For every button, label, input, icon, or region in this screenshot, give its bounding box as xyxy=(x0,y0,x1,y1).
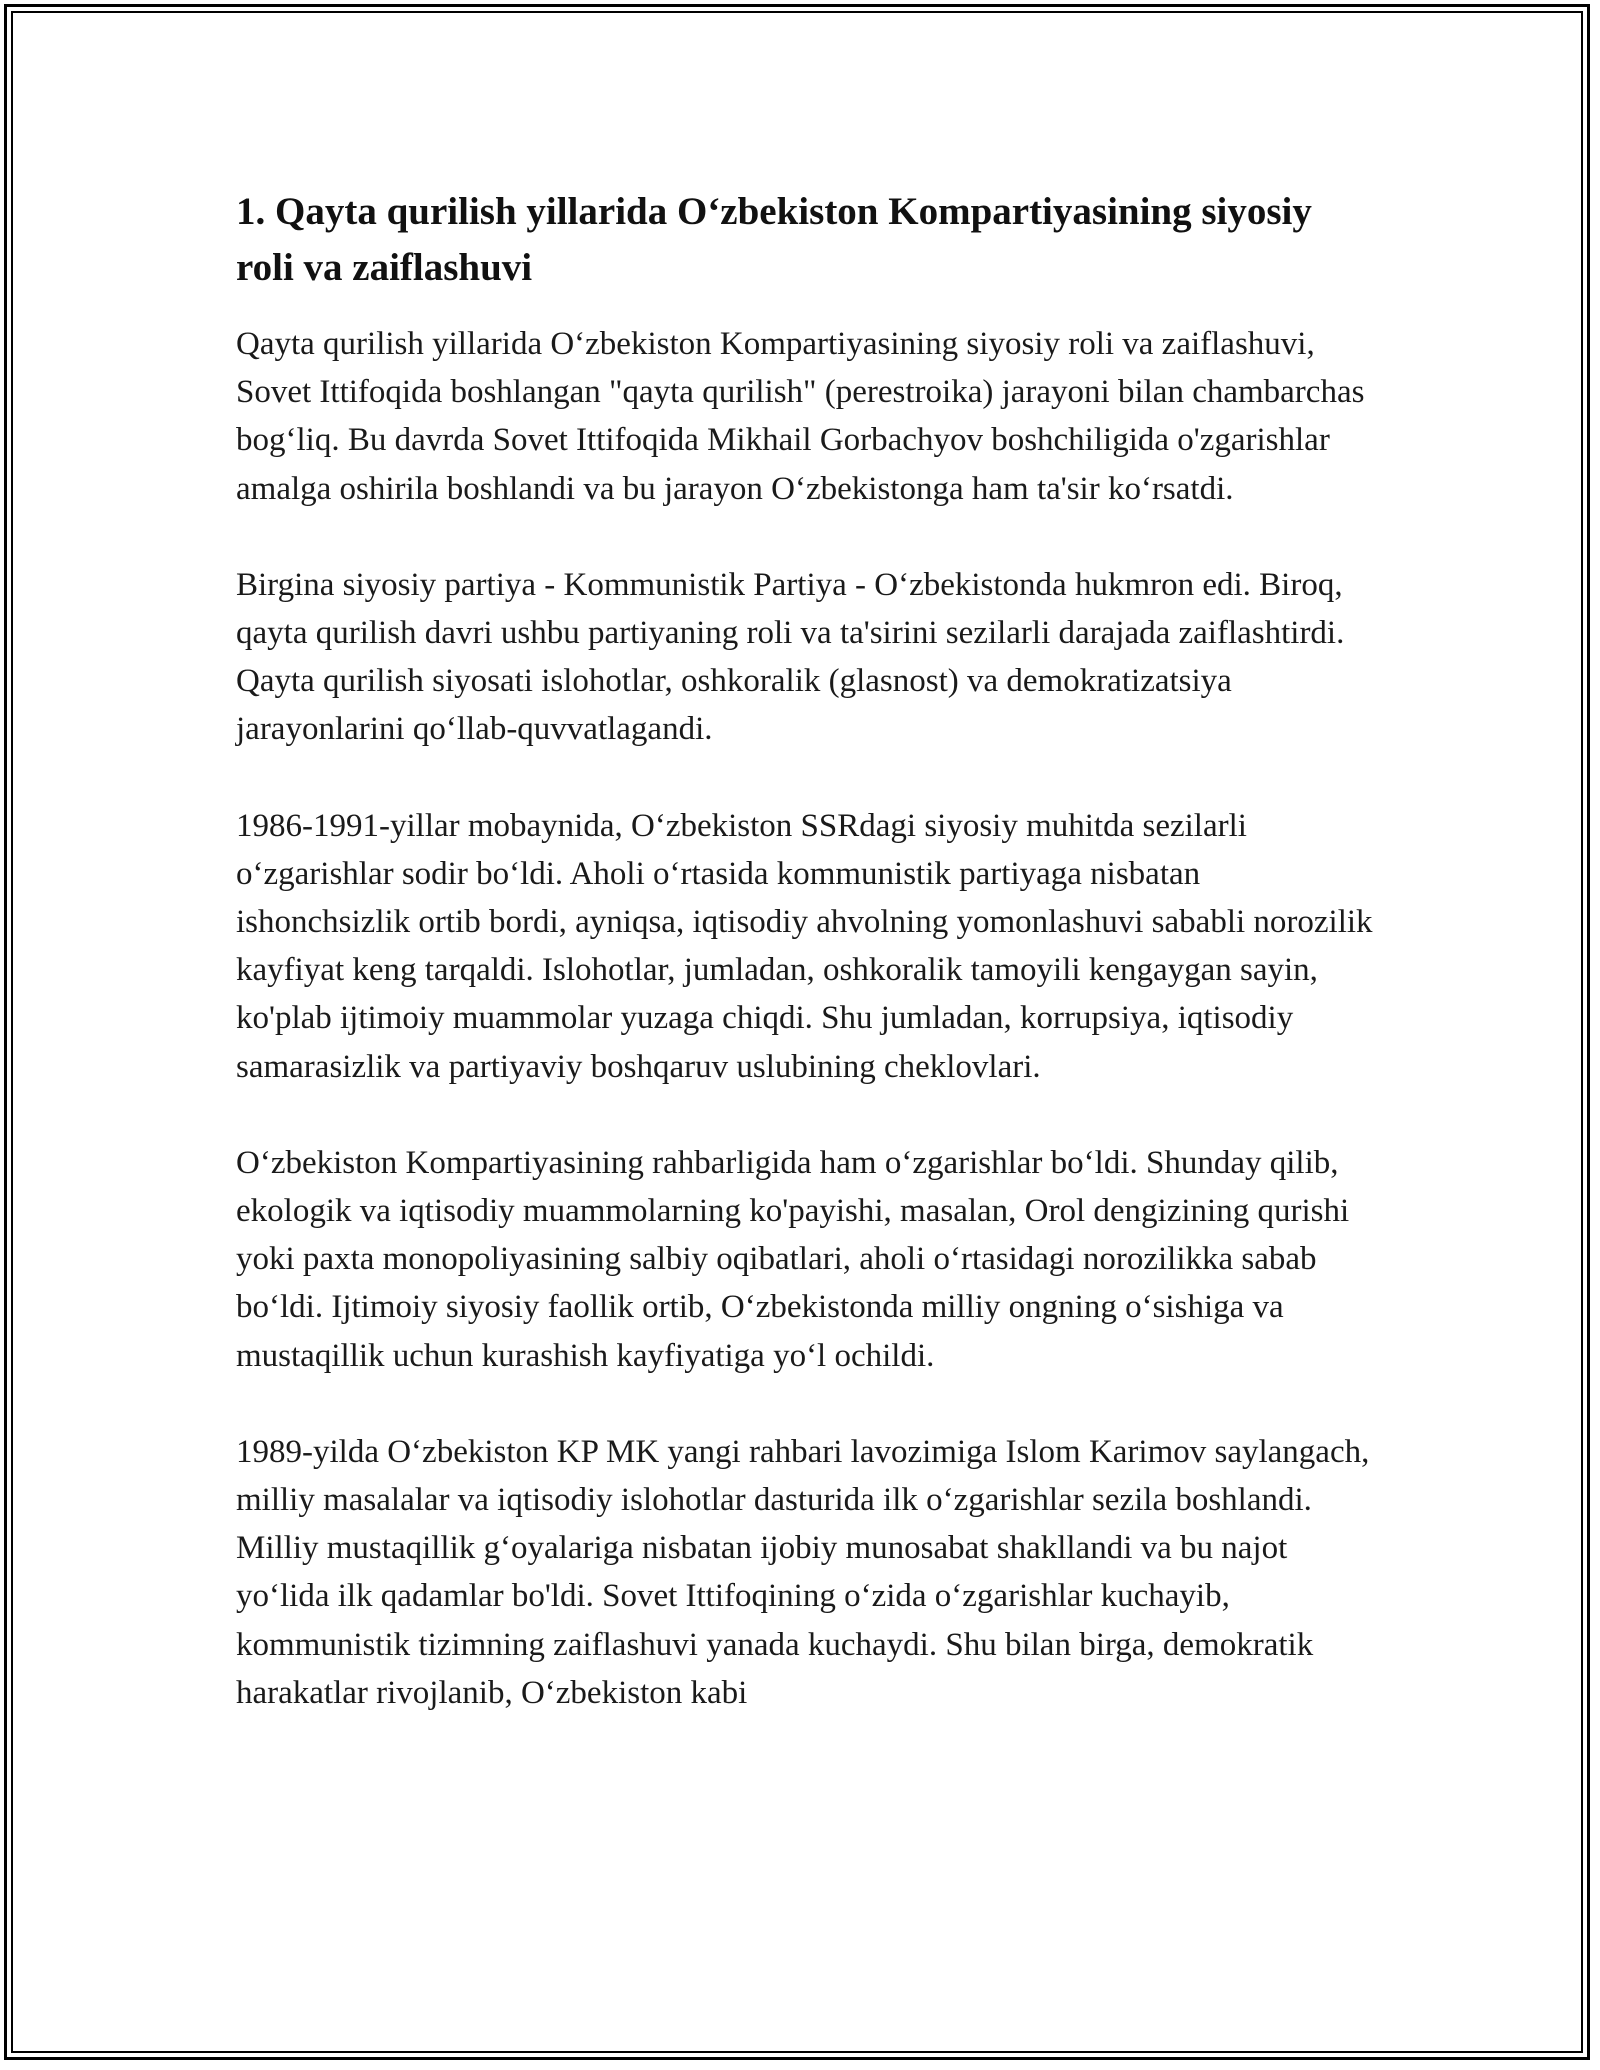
section-heading: 1. Qayta qurilish yillarida O‘zbekiston Kompartiyasining siyosiy roli va zaiflashuvi xyxy=(236,190,1312,289)
paragraph-5: 1989-yilda O‘zbekiston KP MK yangi rahbari lavozimiga Islom Karimov saylangach, milliy masalalar va iqtisodiy islohotlar dasturida ilk o‘zgarishlar sezila boshlandi. Milliy mustaqillik g‘oyalariga nisbatan ijobiy munosabat shakllandi va bu najot yo‘lida ilk qadamlar bo'ldi. Sovet Ittifoqining o‘zida o‘zgarishlar kuchayib, kommunistik tizimning zaiflashuvi yanada kuchaydi. Shu bilan birga, demokratik harakatlar rivojlanib, O‘zbekiston kabi xyxy=(236,1433,1370,1711)
paragraph-2: Birgina siyosiy partiya - Kommunistik Partiya - O‘zbekistonda hukmron edi. Biroq, qayta qurilish davri ushbu partiyaning roli va ta'sirini sezilarli darajada zaiflashtirdi. Qayta qurilish siyosati islohotlar, oshkoralik (glasnost) va demokratizatsiya jarayonlarini qo‘llab-quvvatlagandi. xyxy=(236,566,1345,748)
paragraph-4: O‘zbekiston Kompartiyasining rahbarligida ham o‘zgarishlar bo‘ldi. Shunday qilib, ekologik va iqtisodiy muammolarning ko'payishi, masalan, Orol dengizining qurishi yoki paxta monopoliyasining salbiy oqibatlari, aholi o‘rtasidagi norozilikka sabab bo‘ldi. Ijtimoiy siyosiy faollik ortib, O‘zbekistonda milliy ongning o‘sishiga va mustaqillik uchun kurashish kayfiyatiga yo‘l ochildi. xyxy=(236,1144,1350,1374)
paragraph-1: Qayta qurilish yillarida O‘zbekiston Kompartiyasining siyosiy roli va zaiflashuvi, Sovet Ittifoqida boshlangan "qayta qurilish" (perestroika) jarayoni bilan chambarchas bog‘liq. Bu davrda Sovet Ittifoqida Mikhail Gorbachyov boshchiligida o'zgarishlar amalga oshirila boshlandi va bu jarayon O‘zbekistonga ham ta'sir ko‘rsatdi. xyxy=(236,326,1365,507)
document-body xyxy=(236,184,1376,1765)
paragraph-3: 1986-1991-yillar mobaynida, O‘zbekiston SSRdagi siyosiy muhitda sezilarli o‘zgarishlar sodir bo‘ldi. Aholi o‘rtasida kommunistik partiyaga nisbatan ishonchsizlik ortib bordi, ayniqsa, iqtisodiy ahvolning yomonlashuvi sababli norozilik kayfiyat keng tarqaldi. Islohotlar, jumladan, oshkoralik tamoyili kengaygan sayin, ko'plab ijtimoiy muammolar yuzaga chiqdi. Shu jumladan, korrupsiya, iqtisodiy samarasizlik va partiyaviy boshqaruv uslubining cheklovlari. xyxy=(236,807,1373,1085)
